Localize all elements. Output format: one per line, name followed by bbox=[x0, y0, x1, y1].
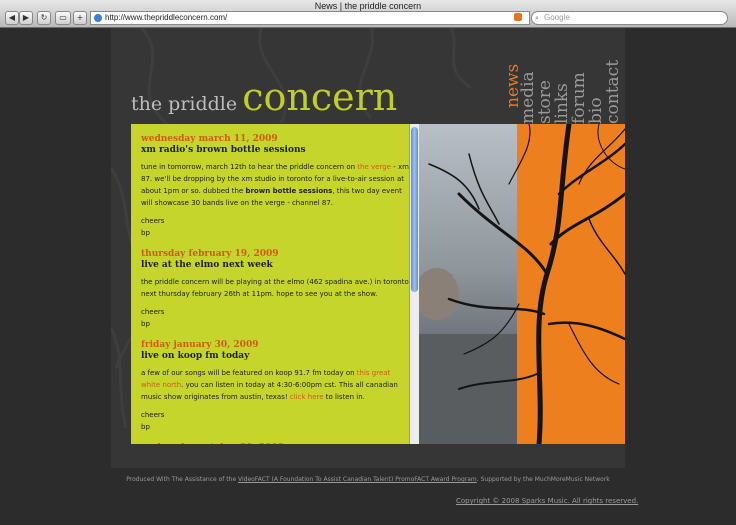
search-input[interactable] bbox=[531, 11, 728, 25]
address-text: http://www.thepriddleconcern.com/ bbox=[105, 13, 228, 22]
copyright-link[interactable]: Copyright © 2008 Sparks Music. All rights reserved. bbox=[456, 497, 639, 505]
post-date: thursday february 19, 2009 bbox=[141, 249, 279, 259]
post-signoff bbox=[141, 409, 409, 433]
post-signoff bbox=[141, 306, 409, 330]
great-white-north-link[interactable]: this great white north bbox=[141, 369, 391, 389]
click-here-link[interactable]: click here bbox=[289, 393, 324, 401]
post-headline: xm radio's brown bottle sessions bbox=[141, 145, 306, 155]
post-text: , this two day event will showcase 30 bands live on the verge - channel 87. bbox=[141, 187, 402, 207]
post-signature: bp bbox=[141, 320, 150, 328]
post-text: a few of our songs will be featured on koop 91.7 fm today on bbox=[141, 369, 357, 377]
reload-button[interactable]: ↻ bbox=[37, 11, 51, 25]
nav-forum[interactable]: forum bbox=[569, 72, 589, 124]
logo-big-text: concern bbox=[242, 75, 398, 119]
news-panel[interactable] bbox=[131, 124, 419, 444]
footer-text: Produced With The Assistance of the bbox=[126, 476, 239, 483]
window-title: News | the priddle concern bbox=[314, 1, 422, 11]
rss-icon[interactable] bbox=[514, 13, 522, 21]
post-signoff bbox=[141, 215, 409, 239]
browser-toolbar bbox=[0, 0, 736, 28]
nav-news[interactable]: news bbox=[503, 63, 523, 108]
footer-credits bbox=[0, 476, 736, 483]
footer-text: . Supported by the MuchMoreMusic Network bbox=[476, 476, 610, 483]
post-text: to listen in. bbox=[323, 393, 365, 401]
add-bookmark-button[interactable]: + bbox=[73, 11, 87, 25]
post-signature: bp bbox=[141, 229, 150, 237]
post-cheers: cheers bbox=[141, 308, 165, 316]
post-date bbox=[141, 443, 409, 444]
post-body: the priddle concern will be playing at the elmo (462 spadina ave.) in toronto next thursday february 26th at 11pm. hope to see you at the show. bbox=[141, 278, 409, 298]
news-post bbox=[131, 249, 419, 330]
post-cheers: cheers bbox=[141, 411, 165, 419]
post-cheers: cheers bbox=[141, 217, 165, 225]
the-verge-link[interactable]: the verge bbox=[357, 163, 391, 171]
post-body bbox=[141, 161, 409, 209]
post-signature: bp bbox=[141, 423, 150, 431]
nav-bio[interactable]: bio bbox=[586, 97, 606, 124]
post-headline: live at the elmo next week bbox=[141, 260, 273, 270]
address-bar[interactable] bbox=[90, 11, 530, 25]
post-text: tune in tomorrow, march 12th to hear the priddle concern on bbox=[141, 163, 358, 171]
nav-contact[interactable]: contact bbox=[603, 59, 623, 124]
search-placeholder: Google bbox=[544, 13, 570, 22]
nav-links[interactable]: links bbox=[552, 83, 572, 124]
videofact-link[interactable]: VideoFACT (A Foundation To Assist Canadian Talent) PromoFACT Award Program bbox=[238, 476, 477, 483]
main-nav bbox=[500, 30, 625, 125]
post-text: - xm 87. we'll be dropping by the xm studio in toronto for a live-to-air session at about 1pm or so. dubbed the bbox=[141, 163, 409, 195]
post-body bbox=[141, 367, 409, 403]
news-post bbox=[131, 340, 419, 433]
news-post bbox=[131, 443, 419, 444]
scrollbar-thumb[interactable] bbox=[411, 127, 418, 292]
screenshot-button[interactable]: ▭ bbox=[55, 11, 71, 25]
news-post bbox=[131, 134, 419, 239]
nav-media[interactable]: media bbox=[518, 71, 538, 124]
tree-photo bbox=[419, 124, 625, 444]
post-bold-text: brown bottle sessions bbox=[245, 187, 333, 195]
logo-small-text: the priddle bbox=[131, 93, 238, 115]
nav-store[interactable]: store bbox=[535, 80, 555, 124]
post-headline: live on koop fm today bbox=[141, 351, 250, 361]
search-icon: ⌕ bbox=[535, 14, 539, 22]
back-button[interactable]: ◀ bbox=[5, 11, 19, 25]
site-logo[interactable] bbox=[131, 75, 397, 119]
post-text: . you can listen in today at 4:30-6:00pm cst. This all canadian music show originates from austin, texas! bbox=[141, 381, 398, 401]
site-globe-icon bbox=[94, 14, 102, 22]
post-date: wednesday march 11, 2009 bbox=[141, 134, 278, 144]
post-date: friday january 30, 2009 bbox=[141, 340, 259, 350]
forward-button[interactable]: ▶ bbox=[19, 11, 33, 25]
